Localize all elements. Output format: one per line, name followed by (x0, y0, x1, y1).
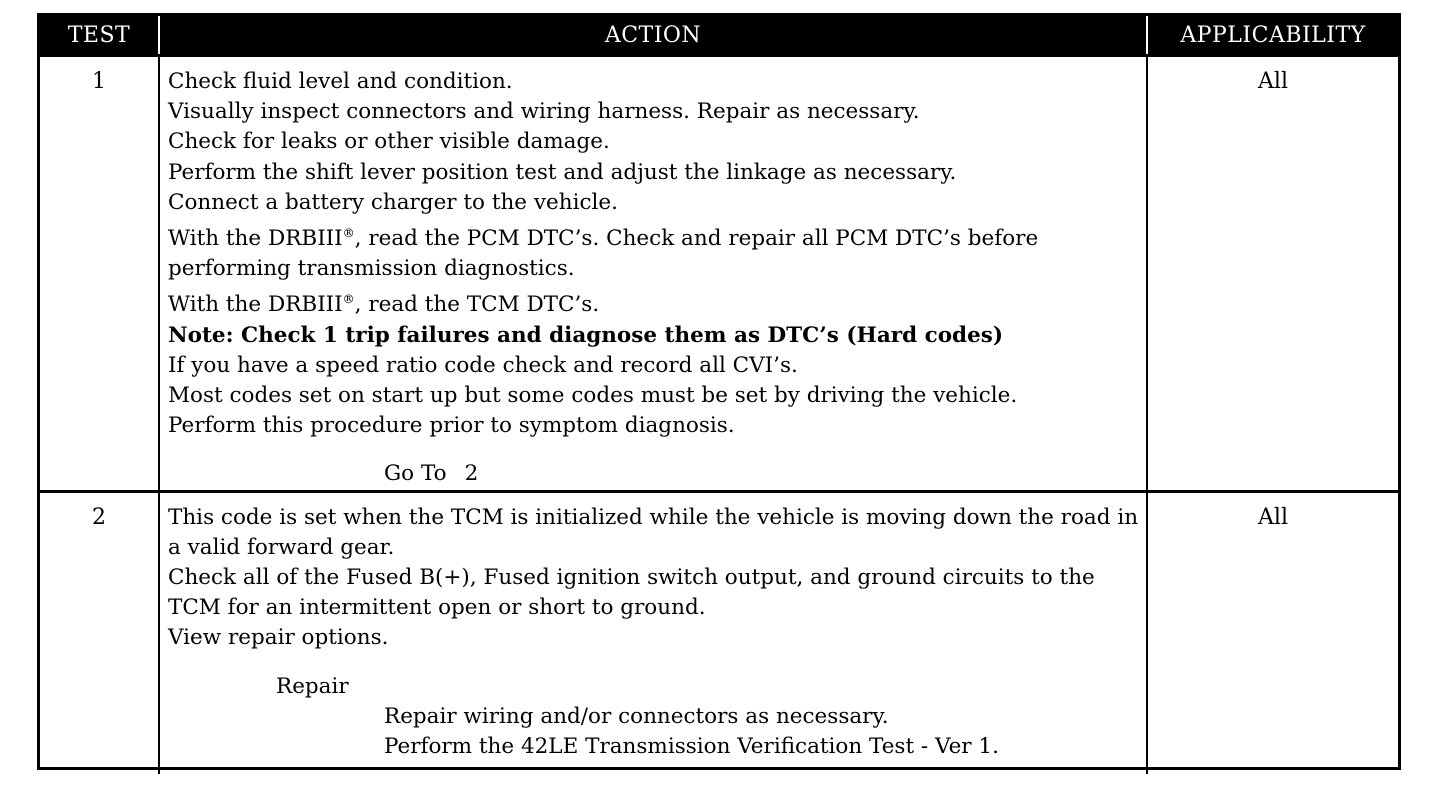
repair-option[interactable]: Repair (276, 673, 349, 699)
table-row (40, 491, 1398, 774)
action-line: Visually inspect connectors and wiring harness. Repair as necessary. (168, 99, 920, 125)
action-line: View repair options. (168, 625, 389, 651)
action-line: Check all of the Fused B(+), Fused ignition switch output, and ground circuits to the TCM for an intermittent open or short to ground. (168, 565, 1095, 621)
repair-step: Repair wiring and/or connectors as necessary. (384, 703, 889, 729)
registered-mark: ® (342, 226, 355, 241)
test-number: 1 (40, 56, 159, 492)
header-test: TEST (40, 16, 159, 56)
repair-step: Perform the 42LE Transmission Verification Test - Ver 1. (384, 734, 999, 760)
action-line: This code is set when the TCM is initialized while the vehicle is moving down the road in a valid forward gear. (168, 504, 1139, 560)
diagnostic-table-container (37, 13, 1401, 770)
table-header (40, 16, 1398, 56)
registered-mark: ® (342, 292, 355, 307)
action-line: With the DRBIII®, read the TCM DTC’s. (168, 292, 600, 318)
action-line: With the DRBIII®, read the PCM DTC’s. Check and repair all PCM DTC’s before performing transmission diagnostics. (168, 226, 1039, 282)
action-line: Perform this procedure prior to symptom diagnosis. (168, 413, 735, 439)
diagnostic-table (40, 16, 1398, 774)
action-cell (159, 491, 1147, 774)
test-number: 2 (40, 491, 159, 774)
table-row (40, 56, 1398, 492)
action-note: Note: Check 1 trip failures and diagnose them as DTC’s (Hard codes) (168, 322, 1004, 348)
goto-target: 2 (464, 461, 479, 487)
header-action: ACTION (159, 16, 1147, 56)
goto-label: Go To (384, 461, 447, 487)
action-line: Most codes set on start up but some codes must be set by driving the vehicle. (168, 383, 1018, 409)
header-applicability: APPLICABILITY (1147, 16, 1398, 56)
goto-link[interactable] (168, 459, 1140, 489)
action-line: Check fluid level and condition. (168, 69, 513, 94)
action-cell (159, 56, 1147, 492)
action-line: Check for leaks or other visible damage. (168, 129, 610, 155)
action-line: If you have a speed ratio code check and record all CVI’s. (168, 352, 798, 378)
applicability-cell: All (1147, 56, 1398, 492)
action-line: Connect a battery charger to the vehicle. (168, 189, 618, 215)
action-line: Perform the shift lever position test and adjust the linkage as necessary. (168, 159, 957, 185)
applicability-cell: All (1147, 491, 1398, 774)
